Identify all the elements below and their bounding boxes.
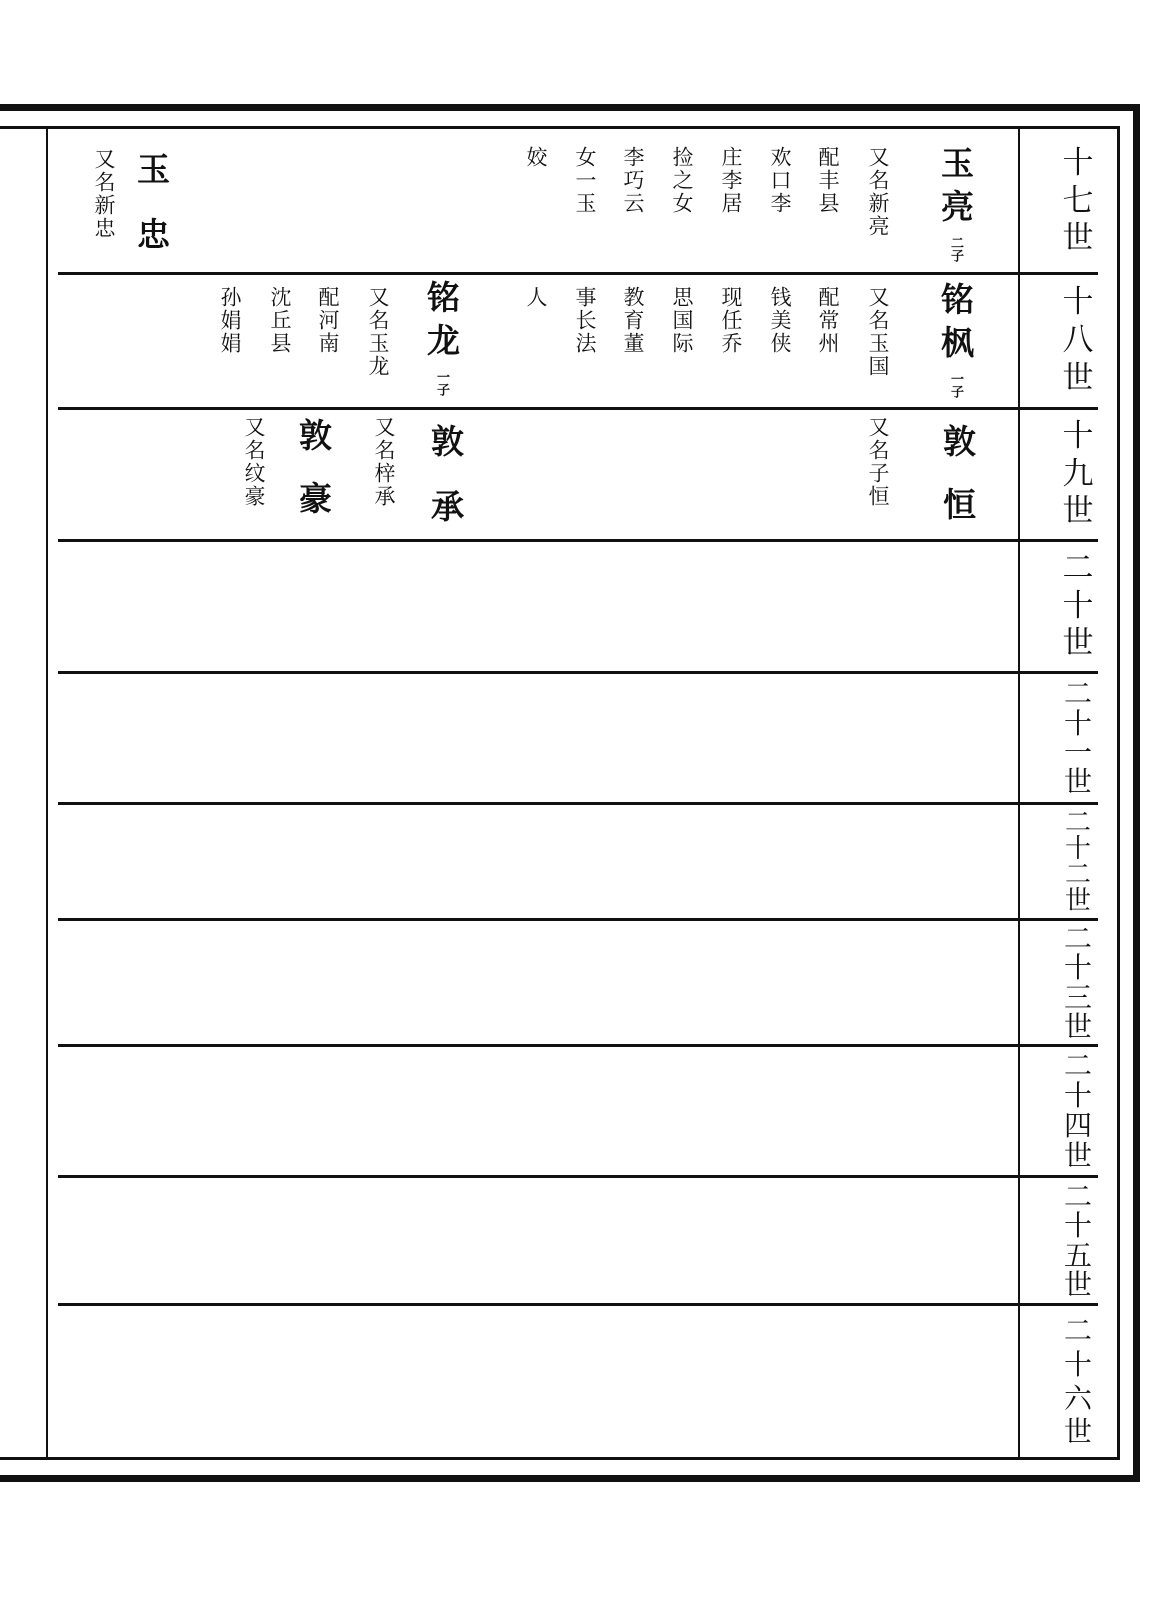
bio-text: 欢口李 (768, 146, 792, 215)
bio-text: 孙娟娟 (218, 286, 242, 355)
generation-char: 二 (1063, 921, 1092, 955)
generation-char: 十 (1063, 1347, 1092, 1381)
bio-text: 配丰县 (816, 146, 840, 215)
left-margin-line (46, 126, 48, 1457)
bio-text: 姣 (524, 146, 548, 169)
generation-char: 十 (1063, 1078, 1092, 1112)
generation-char: 世 (1062, 220, 1094, 257)
row-divider (58, 918, 1098, 921)
generation-char: 世 (1062, 625, 1094, 662)
child-count-note: 一子 (434, 370, 449, 396)
generation-char: 十 (1062, 587, 1094, 624)
generation-char: 十 (1063, 706, 1092, 740)
person-name: 敦恒 (938, 424, 977, 550)
person-name: 敦承 (426, 424, 465, 554)
generation-char: 世 (1063, 1415, 1092, 1449)
generation-char: 一 (1063, 736, 1092, 769)
generation-char: 十 (1064, 833, 1091, 864)
generation-char: 四 (1063, 1109, 1092, 1142)
generation-label (1046, 1178, 1110, 1303)
generation-label (1046, 1306, 1110, 1457)
bio-text: 现任乔 (719, 286, 743, 355)
generation-label (1046, 410, 1110, 539)
row-divider (58, 272, 1098, 275)
bio-text: 沈丘县 (268, 286, 292, 355)
person-alias: 又名纹豪 (242, 416, 266, 508)
generation-label (1046, 1047, 1110, 1175)
generation-char: 世 (1062, 493, 1094, 530)
generation-label (1046, 921, 1110, 1044)
bio-text: 配常州 (816, 286, 840, 355)
person-alias: 又名新亮 (866, 146, 890, 238)
child-count-note: 二子 (948, 236, 963, 262)
bio-text: 人 (524, 286, 548, 309)
row-divider (58, 1044, 1098, 1047)
generation-char: 七 (1062, 182, 1094, 219)
row-divider (58, 407, 1098, 410)
generation-char: 十 (1062, 284, 1094, 321)
generation-char: 世 (1063, 765, 1092, 799)
person-alias: 又名子恒 (866, 416, 890, 508)
generation-char: 世 (1063, 1009, 1092, 1043)
generation-char: 十 (1062, 417, 1094, 454)
person-name: 敦豪 (294, 418, 333, 544)
bio-text: 捡之女 (670, 146, 694, 215)
generation-char: 十 (1063, 951, 1092, 985)
generation-char: 十 (1062, 144, 1094, 181)
generation-char: 世 (1062, 359, 1094, 396)
generation-label (1046, 131, 1110, 272)
person-alias: 又名玉龙 (366, 286, 390, 378)
generation-char: 二 (1063, 1179, 1092, 1213)
generation-char: 五 (1063, 1238, 1092, 1272)
bio-text: 庄李居 (719, 146, 743, 215)
generation-char: 二 (1063, 1314, 1092, 1348)
person-alias: 又名梓承 (372, 416, 396, 508)
bio-text: 思国际 (670, 286, 694, 355)
person-name: 玉忠 (132, 152, 171, 282)
generation-char: 二 (1064, 807, 1091, 838)
person-name: 铭枫一子 (936, 282, 975, 398)
generation-char: 二 (1063, 1048, 1092, 1082)
generation-char: 世 (1064, 885, 1091, 916)
generation-char: 二 (1064, 859, 1091, 890)
bio-text: 教育董 (621, 286, 645, 355)
bio-text: 女一玉 (573, 146, 597, 215)
bio-text: 配河南 (316, 286, 340, 355)
bio-text: 钱美侠 (768, 286, 792, 355)
generation-char: 八 (1062, 322, 1094, 359)
generation-char: 二 (1062, 549, 1094, 586)
generation-char: 三 (1063, 980, 1092, 1014)
bio-text: 李巧云 (621, 146, 645, 215)
generation-char: 九 (1062, 455, 1094, 492)
generation-column-divider (1018, 126, 1020, 1457)
person-alias: 又名新忠 (92, 148, 116, 240)
row-divider (58, 802, 1098, 805)
child-count-note: 一子 (948, 372, 963, 398)
generation-char: 世 (1063, 1139, 1092, 1173)
generation-char: 十 (1063, 1209, 1092, 1243)
person-name: 铭龙一子 (422, 280, 461, 396)
row-divider (58, 1175, 1098, 1178)
generation-label (1046, 805, 1110, 918)
bio-text: 事长法 (573, 286, 597, 355)
person-name: 玉亮二子 (936, 146, 975, 262)
row-divider (58, 671, 1098, 674)
generation-char: 世 (1063, 1267, 1092, 1301)
generation-label (1046, 674, 1110, 802)
row-divider (58, 1303, 1098, 1306)
generation-char: 二 (1063, 677, 1092, 711)
generation-label (1046, 542, 1110, 671)
person-alias: 又名玉国 (866, 286, 890, 378)
generation-char: 六 (1063, 1381, 1092, 1415)
generation-label (1046, 275, 1110, 407)
